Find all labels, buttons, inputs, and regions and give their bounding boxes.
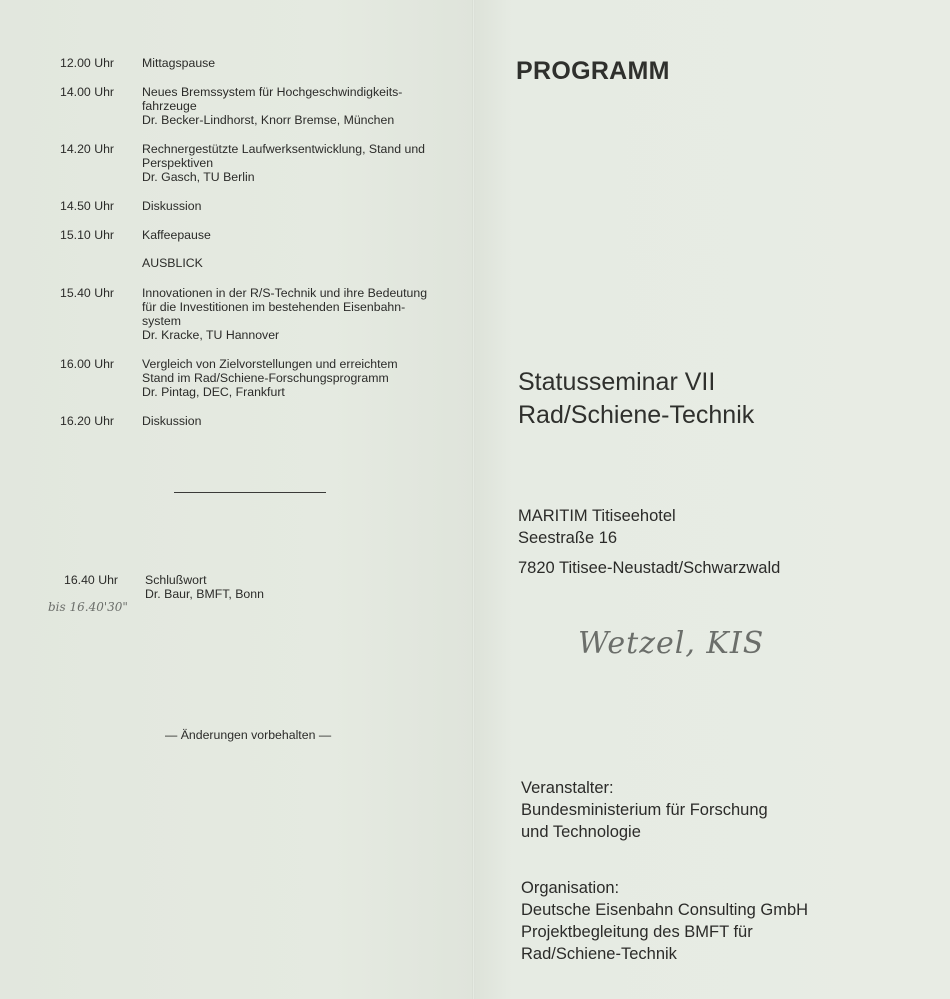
handwritten-signature: Wetzel, KIS [578, 626, 765, 661]
schedule-time: 15.40 Uhr [60, 286, 115, 300]
schedule-time: 16.20 Uhr [60, 414, 115, 428]
schedule-line: Dr. Kracke, TU Hannover [142, 328, 280, 342]
schedule-line: Dr. Gasch, TU Berlin [142, 170, 255, 184]
organisation-label: Organisation: [521, 879, 620, 897]
divider [174, 492, 326, 493]
schedule-time: 16.40 Uhr [64, 573, 119, 587]
schedule-text [142, 85, 462, 127]
seminar-title [518, 366, 754, 432]
schedule-line: Vergleich von Zielvorstellungen und erreichtem [142, 357, 398, 371]
schedule-time: 16.00 Uhr [60, 357, 115, 371]
schedule-time: 15.10 Uhr [60, 228, 115, 242]
schedule-line: fahrzeuge [142, 99, 197, 113]
section-heading: AUSBLICK [142, 256, 203, 270]
schedule-time: 14.00 Uhr [60, 85, 115, 99]
schedule-line: Diskussion [142, 199, 202, 213]
schedule-line: Perspektiven [142, 156, 214, 170]
page-title: PROGRAMM [516, 57, 670, 85]
schedule-line: Kaffeepause [142, 228, 211, 242]
schedule-time: 14.20 Uhr [60, 142, 115, 156]
handwritten-note: bis 16.40'30" [48, 600, 128, 614]
fold-line [472, 0, 475, 999]
schedule-line: Dr. Baur, BMFT, Bonn [145, 587, 264, 601]
schedule-time: 14.50 Uhr [60, 199, 115, 213]
schedule-time: 12.00 Uhr [60, 56, 115, 70]
venue [518, 505, 676, 549]
schedule-line: Neues Bremssystem für Hochgeschwindigkeits- [142, 85, 403, 99]
organizer-label: Veranstalter: [521, 779, 614, 797]
schedule-line: Diskussion [142, 414, 202, 428]
schedule-line: Dr. Becker-Lindhorst, Knorr Bremse, München [142, 113, 395, 127]
venue-line: Seestraße 16 [518, 529, 618, 547]
organisation-line: Rad/Schiene-Technik [521, 945, 677, 963]
schedule-text [142, 414, 462, 428]
organizer-line: Bundesministerium für Forschung [521, 801, 768, 819]
organizer-block [521, 777, 768, 843]
schedule-text [142, 56, 462, 70]
venue-line: MARITIM Titiseehotel [518, 507, 676, 525]
organisation-block [521, 877, 808, 965]
schedule-line: Rechnergestützte Laufwerksentwicklung, Stand und [142, 142, 425, 156]
left-panel [0, 0, 474, 999]
schedule-line: Stand im Rad/Schiene-Forschungsprogramm [142, 371, 389, 385]
seminar-line: Statusseminar VII [518, 368, 716, 396]
schedule-line: für die Investitionen im bestehenden Eisenbahn- [142, 300, 406, 314]
schedule-text [142, 228, 462, 242]
schedule-text [142, 199, 462, 213]
schedule-line: Schlußwort [145, 573, 207, 587]
schedule-text [142, 357, 462, 399]
footer-note: — Änderungen vorbehalten — [165, 728, 332, 742]
schedule-text [145, 573, 465, 601]
organisation-line: Projektbegleitung des BMFT für [521, 923, 753, 941]
schedule-text [142, 142, 462, 184]
schedule-line: system [142, 314, 181, 328]
schedule-line: Mittagspause [142, 56, 216, 70]
schedule-text [142, 286, 462, 342]
schedule-line: Dr. Pintag, DEC, Frankfurt [142, 385, 285, 399]
seminar-line: Rad/Schiene-Technik [518, 401, 755, 429]
venue-city: 7820 Titisee-Neustadt/Schwarzwald [518, 559, 781, 577]
right-panel [474, 0, 950, 999]
organisation-line: Deutsche Eisenbahn Consulting GmbH [521, 901, 809, 919]
schedule-line: Innovationen in der R/S-Technik und ihre Bedeutung [142, 286, 428, 300]
organizer-line: und Technologie [521, 823, 641, 841]
